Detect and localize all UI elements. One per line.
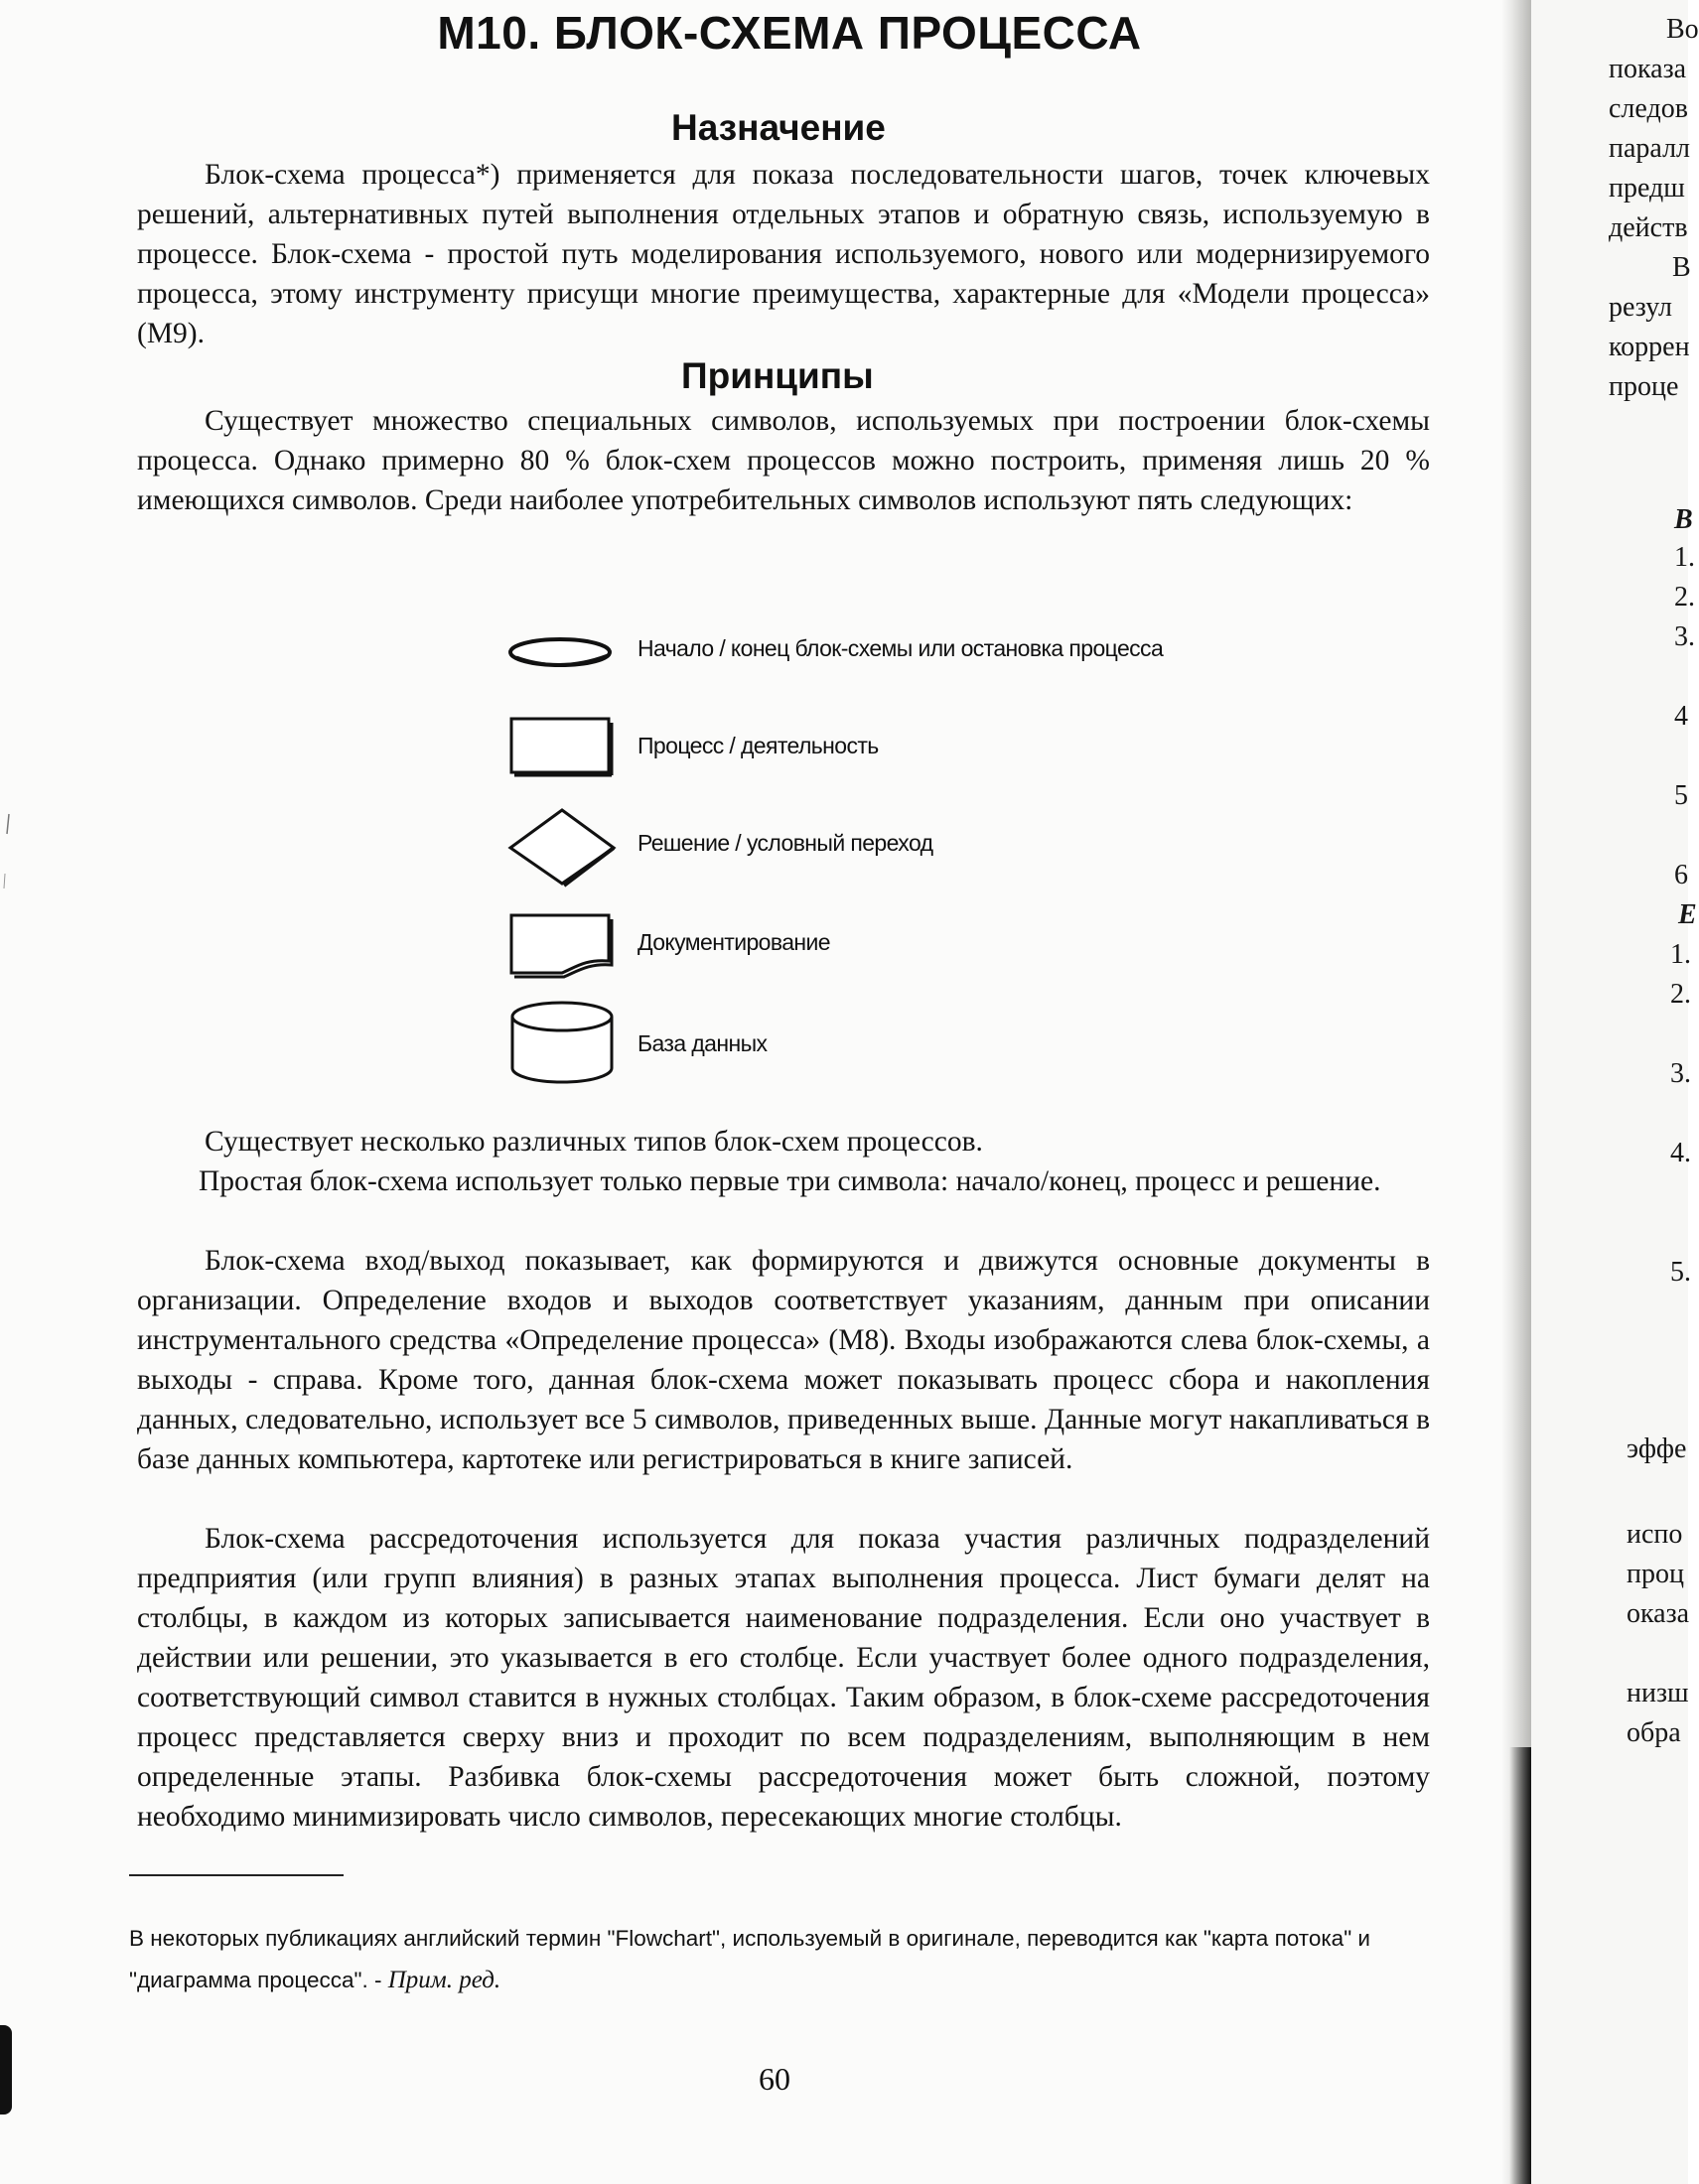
binding-shadow-mark (0, 2025, 12, 2115)
right-page-fragment (1531, 0, 1699, 2184)
footnote (129, 1918, 1432, 2001)
right-fragment: 3. (1674, 621, 1695, 652)
section-heading-principles: Принципы (681, 355, 874, 396)
right-fragment: Е (1678, 899, 1697, 930)
right-fragment: паралл (1609, 133, 1691, 164)
right-fragment: 3. (1670, 1058, 1691, 1089)
terminal-oval-icon (506, 617, 626, 687)
right-fragment: 1. (1674, 542, 1695, 573)
footnote-text: В некоторых публикациях английский термин "Flowchart", используемый в оригинале, переводится как "карта потока" и "диаграмма процесса". - (129, 1926, 1371, 1992)
purpose-paragraph: Блок-схема процесса*) применяется для показа последовательности шагов, точек ключевых решений, альтернативных путей выполнения отдельных этапов и обратную связь, используемую в процессе. Блок-схема - простой путь моделирования используемого, нового или модернизируемого процесса, этому инструменту присущи многие преимущества, характерные для «Модели процесса» (М9). (137, 159, 1430, 349)
right-fragment: действ (1609, 212, 1688, 243)
right-fragment: 2. (1670, 979, 1691, 1010)
right-fragment: 5 (1674, 780, 1688, 811)
body-paragraph-dispersal: Блок-схема рассредоточения используется для показа участия различных подразделений предприятия (или групп влияния) в разных этапах выполнения процесса. Лист бумаги делят на столбцы, в каждом из которых записывается наименование подразделения. Если оно участвует в действии или решении, это указывается в его столбце. Если участвует более одного подразделения, соответствующий символ ставится в нужных столбцах. Таким образом, в блок-схеме рассредоточения процесс представляется сверху вниз и проходит по всем подразделениям, выполняющим в нем определенные этапы. Разбивка блок-схемы рассредоточения может быть сложной, поэтому необходимо минимизировать число символов, пересекающих многие столбцы. (137, 1523, 1430, 1833)
right-fragment: 5. (1670, 1257, 1691, 1288)
right-fragment: эффе (1627, 1433, 1687, 1464)
right-fragment: В (1674, 504, 1693, 535)
footnote-separator (129, 1874, 344, 1876)
right-fragment: проц (1627, 1559, 1684, 1589)
body-paragraph-input-output: Блок-схема вход/выход показывает, как формируются и движутся основные документы в организации. Определение входов и выходов соответствует указаниям, данным при описании инструментального средства «Определение процесса» (М8). Входы изображаются слева блок-схемы, а выходы - справа. Кроме того, данная блок-схема может показывать процесс сбора и накопления данных, следовательно, использует все 5 символов, приведенных выше. Данные могут накапливаться в базе данных компьютера, картотеке или регистрироваться в книге записей. (137, 1245, 1430, 1475)
right-fragment: проце (1609, 371, 1679, 402)
right-fragment: оказа (1627, 1598, 1690, 1629)
database-cylinder-icon (506, 997, 626, 1090)
symbol-row-process (506, 715, 1261, 784)
right-fragment: резул (1609, 292, 1672, 323)
body-paragraph-types: Существует несколько различных типов блок-схем процессов. (205, 1126, 983, 1158)
symbol-label-document: Документирование (637, 929, 830, 955)
principles-paragraph: Существует множество специальных символов, используемых при построении блок-схемы процесса. Однако примерно 80 % блок-схем процессов можно построить, применяя лишь 20 % имеющихся символов. Среди наиболее употребительных символов используют пять следующих: (137, 405, 1430, 516)
right-fragment: 2. (1674, 582, 1695, 613)
symbol-row-database (506, 997, 1261, 1086)
page-number: 60 (759, 2061, 790, 2097)
symbol-label-terminal: Начало / конец блок-схемы или остановка процесса (637, 635, 1164, 661)
decision-diamond-icon (506, 806, 626, 886)
right-fragment: В (1672, 252, 1691, 283)
symbol-row-terminal (506, 617, 1261, 687)
right-fragment: Во (1666, 14, 1699, 45)
footnote-editor-note: Прим. ред. (387, 1967, 501, 1993)
page-title: М10. БЛОК-СХЕМА ПРОЦЕССА (437, 7, 1142, 59)
right-fragment: следов (1609, 93, 1688, 124)
right-fragment: показа (1609, 54, 1687, 84)
margin-scan-marks (0, 0, 20, 993)
symbol-label-process: Процесс / деятельность (637, 733, 879, 758)
process-rectangle-icon (506, 715, 626, 784)
symbol-label-database: База данных (637, 1030, 768, 1056)
document-shape-icon (506, 911, 626, 991)
body-paragraph-simple: Простая блок-схема использует только первые три символа: начало/конец, процесс и решение. (199, 1165, 1381, 1197)
right-fragment: обра (1627, 1717, 1681, 1748)
symbol-label-decision: Решение / условный переход (637, 830, 933, 856)
right-fragment: 6 (1674, 860, 1688, 890)
right-fragment: предш (1609, 173, 1685, 204)
right-fragment: испо (1627, 1519, 1683, 1550)
right-fragment: коррен (1609, 332, 1690, 362)
symbol-row-decision (506, 812, 1261, 882)
symbol-row-document (506, 911, 1261, 981)
right-fragment: 4 (1674, 701, 1688, 732)
right-fragment: низш (1627, 1678, 1689, 1708)
section-heading-purpose: Назначение (671, 107, 886, 148)
right-fragment: 4. (1670, 1138, 1691, 1168)
right-fragment: 1. (1670, 939, 1691, 970)
gutter-shadow (1509, 1747, 1531, 2184)
